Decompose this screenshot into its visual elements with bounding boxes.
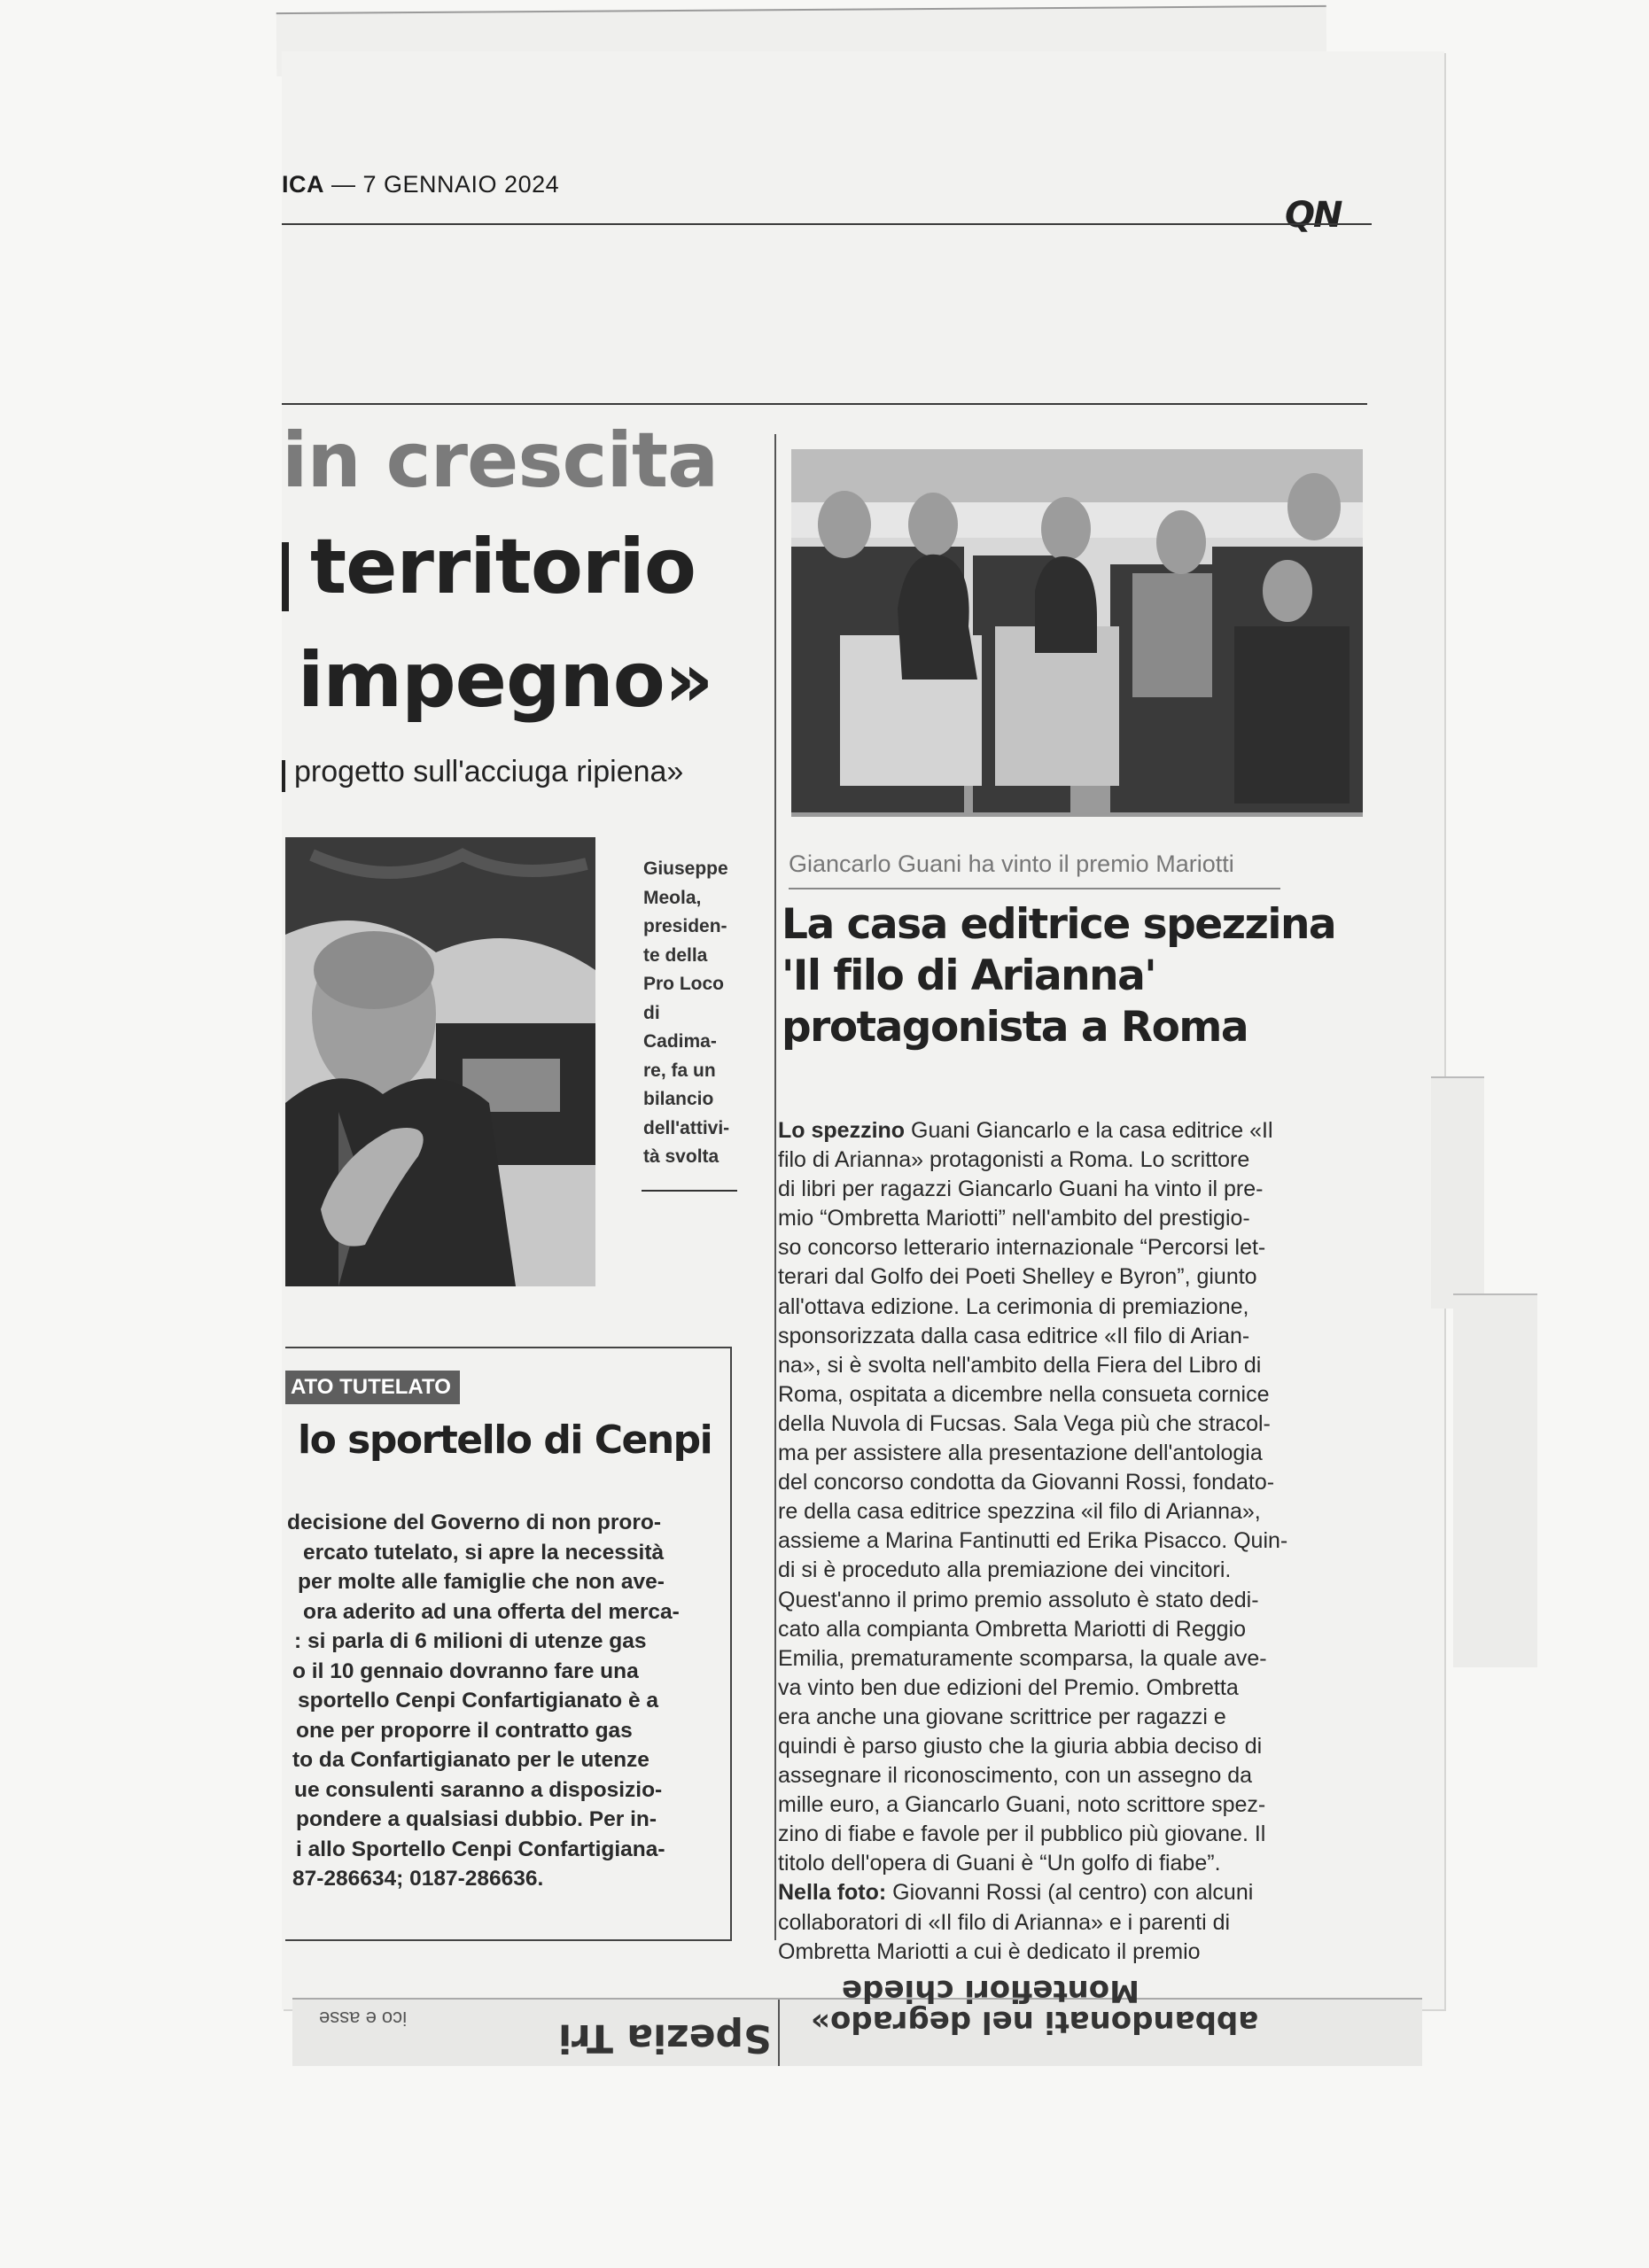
body-line: cato alla compianta Ombretta Mariotti di Reggio [778, 1616, 1247, 1642]
body-line: collaboratori di «Il filo di Arianna» e i parenti di [778, 1909, 1231, 1935]
body-line: ue consulenti saranno a disposizio- [294, 1777, 663, 1802]
caption-line: te della [643, 944, 708, 966]
article-headline [782, 899, 1402, 1053]
issue-date: — 7 GENNAIO 2024 [331, 171, 560, 198]
body-line: di si è proceduto alla premiazione dei vincitori. [778, 1557, 1232, 1583]
body-first-line [778, 1116, 1345, 1146]
body-line: 87-286634; 0187-286636. [292, 1867, 544, 1891]
body-line: assegnare il riconoscimento, con un assegno da [778, 1763, 1253, 1789]
body-line: sportello Cenpi Confartigianato è a [298, 1689, 659, 1713]
headline-line-2: territorio [310, 523, 696, 611]
caption-line: Cadima- [643, 1031, 717, 1052]
box-headline: lo sportello di Cenpi [298, 1418, 712, 1463]
portrait-caption [643, 855, 741, 1172]
body-line: era anche una giovane scrittrice per ragazzi e [778, 1704, 1226, 1729]
box-body [287, 1508, 704, 1894]
strip-small-text: ico e asse [319, 2008, 408, 2030]
body-line: so concorso letterario internazionale “Percorsi let- [778, 1235, 1266, 1261]
caption-line: Giuseppe [643, 858, 728, 879]
body-line: mio “Ombretta Mariotti” nell'ambito del prestigio- [778, 1206, 1250, 1231]
body-line: titolo dell'opera di Guani è “Un golfo di fiabe”. [778, 1851, 1221, 1876]
header-rule [282, 223, 1372, 225]
body-line: di libri per ragazzi Giancarlo Guani ha vinto il pre- [778, 1177, 1264, 1202]
caption-line: tà svolta [643, 1146, 719, 1167]
headline-line: protagonista a Roma [782, 1003, 1248, 1052]
body-line: va vinto ben due edizioni del Premio. Ombretta [778, 1674, 1239, 1700]
caption-line: presiden- [643, 916, 727, 936]
caption-line: re, fa un [643, 1060, 716, 1081]
caption-line: di [643, 1002, 660, 1023]
headline-cut-mark [282, 542, 289, 611]
portrait-illustration [285, 837, 595, 1286]
caption-rule [642, 1190, 737, 1192]
body-line: Guani Giancarlo e la casa editrice «Il [905, 1118, 1273, 1143]
body-line: : si parla di 6 milioni di utenze gas [294, 1629, 647, 1653]
subhead-cut-mark [282, 760, 285, 792]
caption-line: Pro Loco [643, 974, 725, 994]
headline-line: 'Il filo di Arianna' [782, 951, 1156, 1000]
section-rule [282, 403, 1367, 405]
body-line: o il 10 gennaio dovranno fare una [292, 1658, 639, 1683]
body-line: Emilia, prematuramente scomparsa, la quale ave- [778, 1645, 1267, 1671]
caption-line: dell'attivi- [643, 1117, 730, 1138]
body-line: one per proporre il contratto gas [296, 1718, 633, 1743]
body-line: mille euro, a Giancarlo Guani, noto scrittore spez- [778, 1792, 1266, 1818]
headline-line-3: impegno» [298, 636, 713, 725]
body-line: terari dal Golfo dei Poeti Shelley e Byron”, giunto [778, 1264, 1257, 1290]
body-line: Quest'anno il primo premio assoluto è stato dedi- [778, 1587, 1259, 1612]
photo-label: Nella foto: [778, 1880, 887, 1906]
headline-line: La casa editrice spezzina [782, 900, 1336, 949]
body-line: della Nuvola di Fucsas. Sala Vega più che stracol- [778, 1410, 1271, 1436]
headline-line-1: in crescita [282, 416, 719, 505]
body-line: quindi è parso giusto che la giuria abbia deciso di [778, 1733, 1263, 1759]
box-kicker: ATO TUTELATO [285, 1371, 460, 1404]
body-line: Roma, ospitata a dicembre nella consueta cornice [778, 1381, 1270, 1407]
article-body [778, 1116, 1345, 1967]
caption-line: Meola, [643, 887, 702, 908]
folded-sheet-edge [1431, 1076, 1484, 1309]
body-line: Ombretta Mariotti a cui è dedicato il premio [778, 1938, 1201, 1964]
dateline [282, 171, 559, 198]
section-fragment: ICA [282, 171, 324, 198]
body-line: assieme a Marina Fantinutti ed Erika Pisacco. Quin- [778, 1528, 1288, 1554]
group-illustration [791, 449, 1363, 817]
column-rule [774, 434, 776, 1940]
subhead: progetto sull'acciuga ripiena» [294, 755, 684, 788]
caption-line: bilancio [643, 1089, 714, 1109]
body-line: filo di Arianna» protagonisti a Roma. Lo scrittore [778, 1147, 1250, 1173]
body-line: ercato tutelato, si apre la necessità [303, 1540, 665, 1565]
qn-logo: QN [1285, 195, 1342, 236]
body-line: del concorso condotta da Giovanni Rossi, fondato- [778, 1470, 1275, 1495]
photo-caption-first-line [778, 1878, 1345, 1907]
body-line: ora aderito ad una offerta del merca- [303, 1599, 680, 1624]
article-lead: Lo spezzino [778, 1118, 906, 1143]
strip-headline-left: Spezia Tri [558, 2016, 772, 2061]
body-line: per molte alle famiglie che non ave- [298, 1570, 665, 1594]
article-kicker: Giancarlo Guani ha vinto il premio Mariotti [789, 850, 1234, 877]
strip-headline-right-1: abbandonati nel degrado» [811, 2004, 1259, 2039]
portrait-photo [285, 837, 595, 1286]
body-line: na», si è svolta nell'ambito della Fiera del Libro di [778, 1352, 1262, 1378]
folded-bottom-strip [292, 1973, 1422, 2066]
group-photo [791, 449, 1363, 817]
body-line: i allo Sportello Cenpi Confartigiana- [296, 1837, 665, 1861]
strip-headline-right-2: Montefiori chiede [842, 1973, 1140, 2008]
body-line: sponsorizzata dalla casa editrice «Il filo di Arian- [778, 1323, 1250, 1348]
body-line: re della casa editrice spezzina «il filo di Arianna», [778, 1499, 1261, 1525]
body-line: zino di fiabe e favole per il pubblico più giovane. Il [778, 1821, 1266, 1847]
body-line: to da Confartigianato per le utenze [292, 1748, 649, 1772]
body-line: all'ottava edizione. La cerimonia di premiazione, [778, 1293, 1249, 1319]
kicker-rule [789, 888, 1280, 889]
strip-rule [778, 2000, 780, 2066]
body-line: decisione del Governo di non proro- [287, 1511, 661, 1534]
body-line: pondere a qualsiasi dubbio. Per in- [296, 1807, 657, 1831]
body-line: ma per assistere alla presentazione dell'antologia [778, 1441, 1263, 1466]
body-line: Giovanni Rossi (al centro) con alcuni [886, 1880, 1254, 1906]
folded-sheet-edge-lower [1453, 1293, 1537, 1667]
